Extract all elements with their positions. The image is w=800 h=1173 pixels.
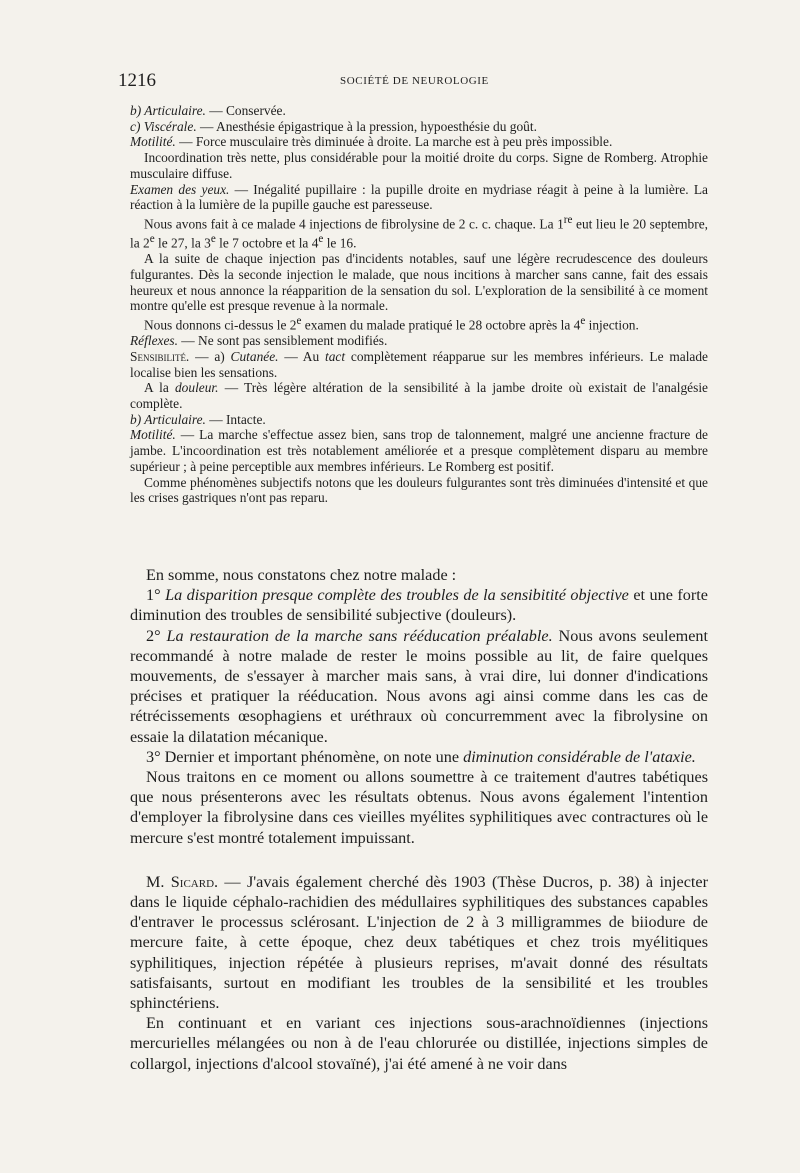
donnons-text-b: examen du malade pratiqué le 28 octobre après la 4	[301, 317, 581, 333]
page-number: 1216	[118, 70, 156, 91]
incoordination-paragraph: Incoordination très nette, plus considérable pour la moitié droite du corps. Signe de Romberg. Atrophie musculaire diffuse.	[130, 150, 708, 181]
cutanee-text: complètement réapparue sur les membres inférieurs. Le malade localise bien les sensations.	[130, 348, 709, 380]
continuant-paragraph: En continuant et en variant ces injections sous-arachnoïdiennes (injections mercurielles mélangées ou non à de l'eau chlorurée ou distillée, injections simples de collargol, injections d'alcool stovaïné), j'ai été amené à ne voir dans	[130, 1014, 708, 1073]
somme-paragraph: En somme, nous constatons chez notre malade :	[146, 566, 457, 584]
sensibilite-label: Sensibilité.	[130, 348, 190, 364]
conclusion-2-text: Nous avons seulement recommandé à notre malade de rester le moins possible au lit, de faire quelques mouvements, de s'essayer à marcher mais sans, à vrai dire, lui donner d'indications précises et pratiquer la rééducation. Nous avons agi ainsi comme dans les cas de rétrécissements œsophagiens et uréthraux où concurremment avec la fibrolysine on essaie la dilatation mécanique.	[130, 626, 709, 746]
conclusion-1	[130, 585, 708, 625]
conclusion-1-text: et une forte diminution des troubles de sensibilité subjective (douleurs).	[130, 586, 708, 625]
articulaire-text: — Conservée.	[205, 103, 286, 118]
speaker-name: M. Sicard.	[146, 872, 219, 891]
motilite2-label: Motilité.	[130, 427, 176, 443]
reflexes-label: Réflexes.	[130, 333, 178, 349]
motilite-label: Motilité.	[130, 134, 176, 150]
sicard-paragraph	[130, 872, 708, 1013]
articulaire2-line	[130, 412, 708, 428]
tact-label: tact	[325, 348, 346, 364]
cutanee-mid: — Au	[278, 348, 325, 364]
reflexes-text: — Ne sont pas sensiblement modifiés.	[177, 333, 388, 349]
viscerale-line	[130, 119, 708, 135]
articulaire2-label: b) Articulaire.	[130, 411, 206, 427]
donnons-text-a: Nous donnons ci-dessus le 2	[144, 317, 297, 333]
donnons-text-c: injection.	[585, 317, 639, 333]
sicard-text: — J'avais également cherché dès 1903 (Thèse Ducros, p. 38) à injecter dans le liquide céphalo-rachidien des médullaires syphilitiques des substances capables d'entraver le processus sclérosant. L'injection de 2 à 3 milligrammes de biiodure de mercure faite, à cette époque, chez deux tabétiques et chez trois myélitiques syphilitiques, injection répétée à plusieurs reprises, m'avait donné des résultats satisfaisants, surtout en modifiant les troubles de la sensibilité et les troubles sphinctériens.	[130, 872, 708, 1013]
traitons-paragraph: Nous traitons en ce moment ou allons soumettre à ce traitement d'autres tabétiques que nous présenterons avec les résultats obtenus. Nous avons également l'intention d'employer la fibrolysine dans ces vieilles myélites syphilitiques avec contractures où le mercure s'est montré totalement impuissant.	[130, 768, 708, 847]
case-notes	[130, 103, 708, 506]
ordinal-sup: e	[580, 315, 586, 328]
injections-text-b: eut lieu le 20 septembre, la 2	[130, 216, 709, 251]
cutanee-label: Cutanée.	[230, 348, 279, 364]
ordinal-sup: e	[149, 233, 155, 246]
ordinal-sup: e	[318, 233, 324, 246]
examen-text: — Inégalité pupillaire : la pupille droite en mydriase réagit à peine à la lumière. La réaction à la lumière de la pupille gauche est paresseuse.	[130, 181, 708, 213]
viscerale-text: — Anesthésie épigastrique à la pression, hypoesthésie du goût.	[196, 118, 537, 134]
articulaire-line	[130, 103, 708, 119]
douleur-text: — Très légère altération de la sensibilité à la jambe droite où existait de l'analgésie complète.	[130, 380, 708, 412]
motilite2-text: — La marche s'effectue assez bien, sans trop de talonnement, malgré une ancienne fracture de jambe. L'incoordination est très notablement améliorée et a presque complètement disparu au membre supérieur ; à peine perceptible aux membres inférieurs. Le Romberg est positif.	[130, 427, 708, 474]
motilite-line	[130, 134, 708, 150]
ordinal-sup: e	[210, 233, 216, 246]
articulaire-label: b) Articulaire.	[130, 103, 206, 118]
conclusion-1-heading: La disparition presque complète des troubles de la sensibitité objective	[165, 586, 629, 605]
running-title: SOCIÉTÉ DE NEUROLOGIE	[340, 75, 489, 87]
motilite2-paragraph	[130, 427, 708, 474]
ordinal-sup: re	[563, 213, 573, 226]
conclusion-3	[130, 747, 708, 767]
conclusion-2	[130, 626, 708, 747]
douleur-prefix: A la	[144, 380, 175, 396]
injections-text-c: le 27, la 3	[154, 235, 211, 251]
conclusion-3-heading: diminution considérable de l'ataxie.	[463, 747, 696, 766]
main-text	[130, 565, 708, 1074]
douleur-paragraph	[130, 380, 708, 411]
examen-label: Examen des yeux.	[130, 181, 230, 197]
articulaire2-text: — Intacte.	[205, 411, 266, 427]
sensibilite-paragraph	[130, 349, 708, 380]
ordinal-sup: e	[296, 315, 302, 328]
sensibilite-mid: — a)	[189, 348, 231, 364]
injections-text-e: le 16.	[323, 235, 357, 251]
douleur-label: douleur.	[174, 380, 219, 396]
viscerale-label: c) Viscérale.	[130, 118, 197, 134]
conclusion-2-number: 2°	[146, 626, 167, 645]
suite-paragraph: A la suite de chaque injection pas d'incidents notables, sauf une légère recrudescence des douleurs fulgurantes. Dès la seconde injection le malade, que nous incitions à marcher sans canne, fait des essais heureux et nous annonce la réapparition de la sensation du sol. L'exploration de la sensibilité à ce moment montre qu'elle est presque revenue à la normale.	[130, 251, 708, 314]
conclusion-3-text: 3° Dernier et important phénomène, on note une	[146, 747, 464, 766]
injections-paragraph	[130, 213, 708, 251]
subjectifs-paragraph: Comme phénomènes subjectifs notons que les douleurs fulgurantes sont très diminuées d'intensité et que les crises gastriques n'ont pas reparu.	[130, 474, 708, 506]
motilite-text: — Force musculaire très diminuée à droite. La marche est à peu près impossible.	[175, 134, 613, 150]
donnons-paragraph	[130, 314, 708, 333]
conclusion-1-number: 1°	[146, 586, 166, 605]
injections-text-a: Nous avons fait à ce malade 4 injections de fibrolysine de 2 c. c. chaque. La 1	[144, 216, 564, 232]
injections-text-d: le 7 octobre et la 4	[215, 235, 319, 251]
conclusion-2-heading: La restauration de la marche sans rééducation préalable.	[166, 626, 553, 645]
page-header	[118, 70, 708, 94]
reflexes-line	[130, 333, 708, 349]
examen-line	[130, 182, 708, 213]
